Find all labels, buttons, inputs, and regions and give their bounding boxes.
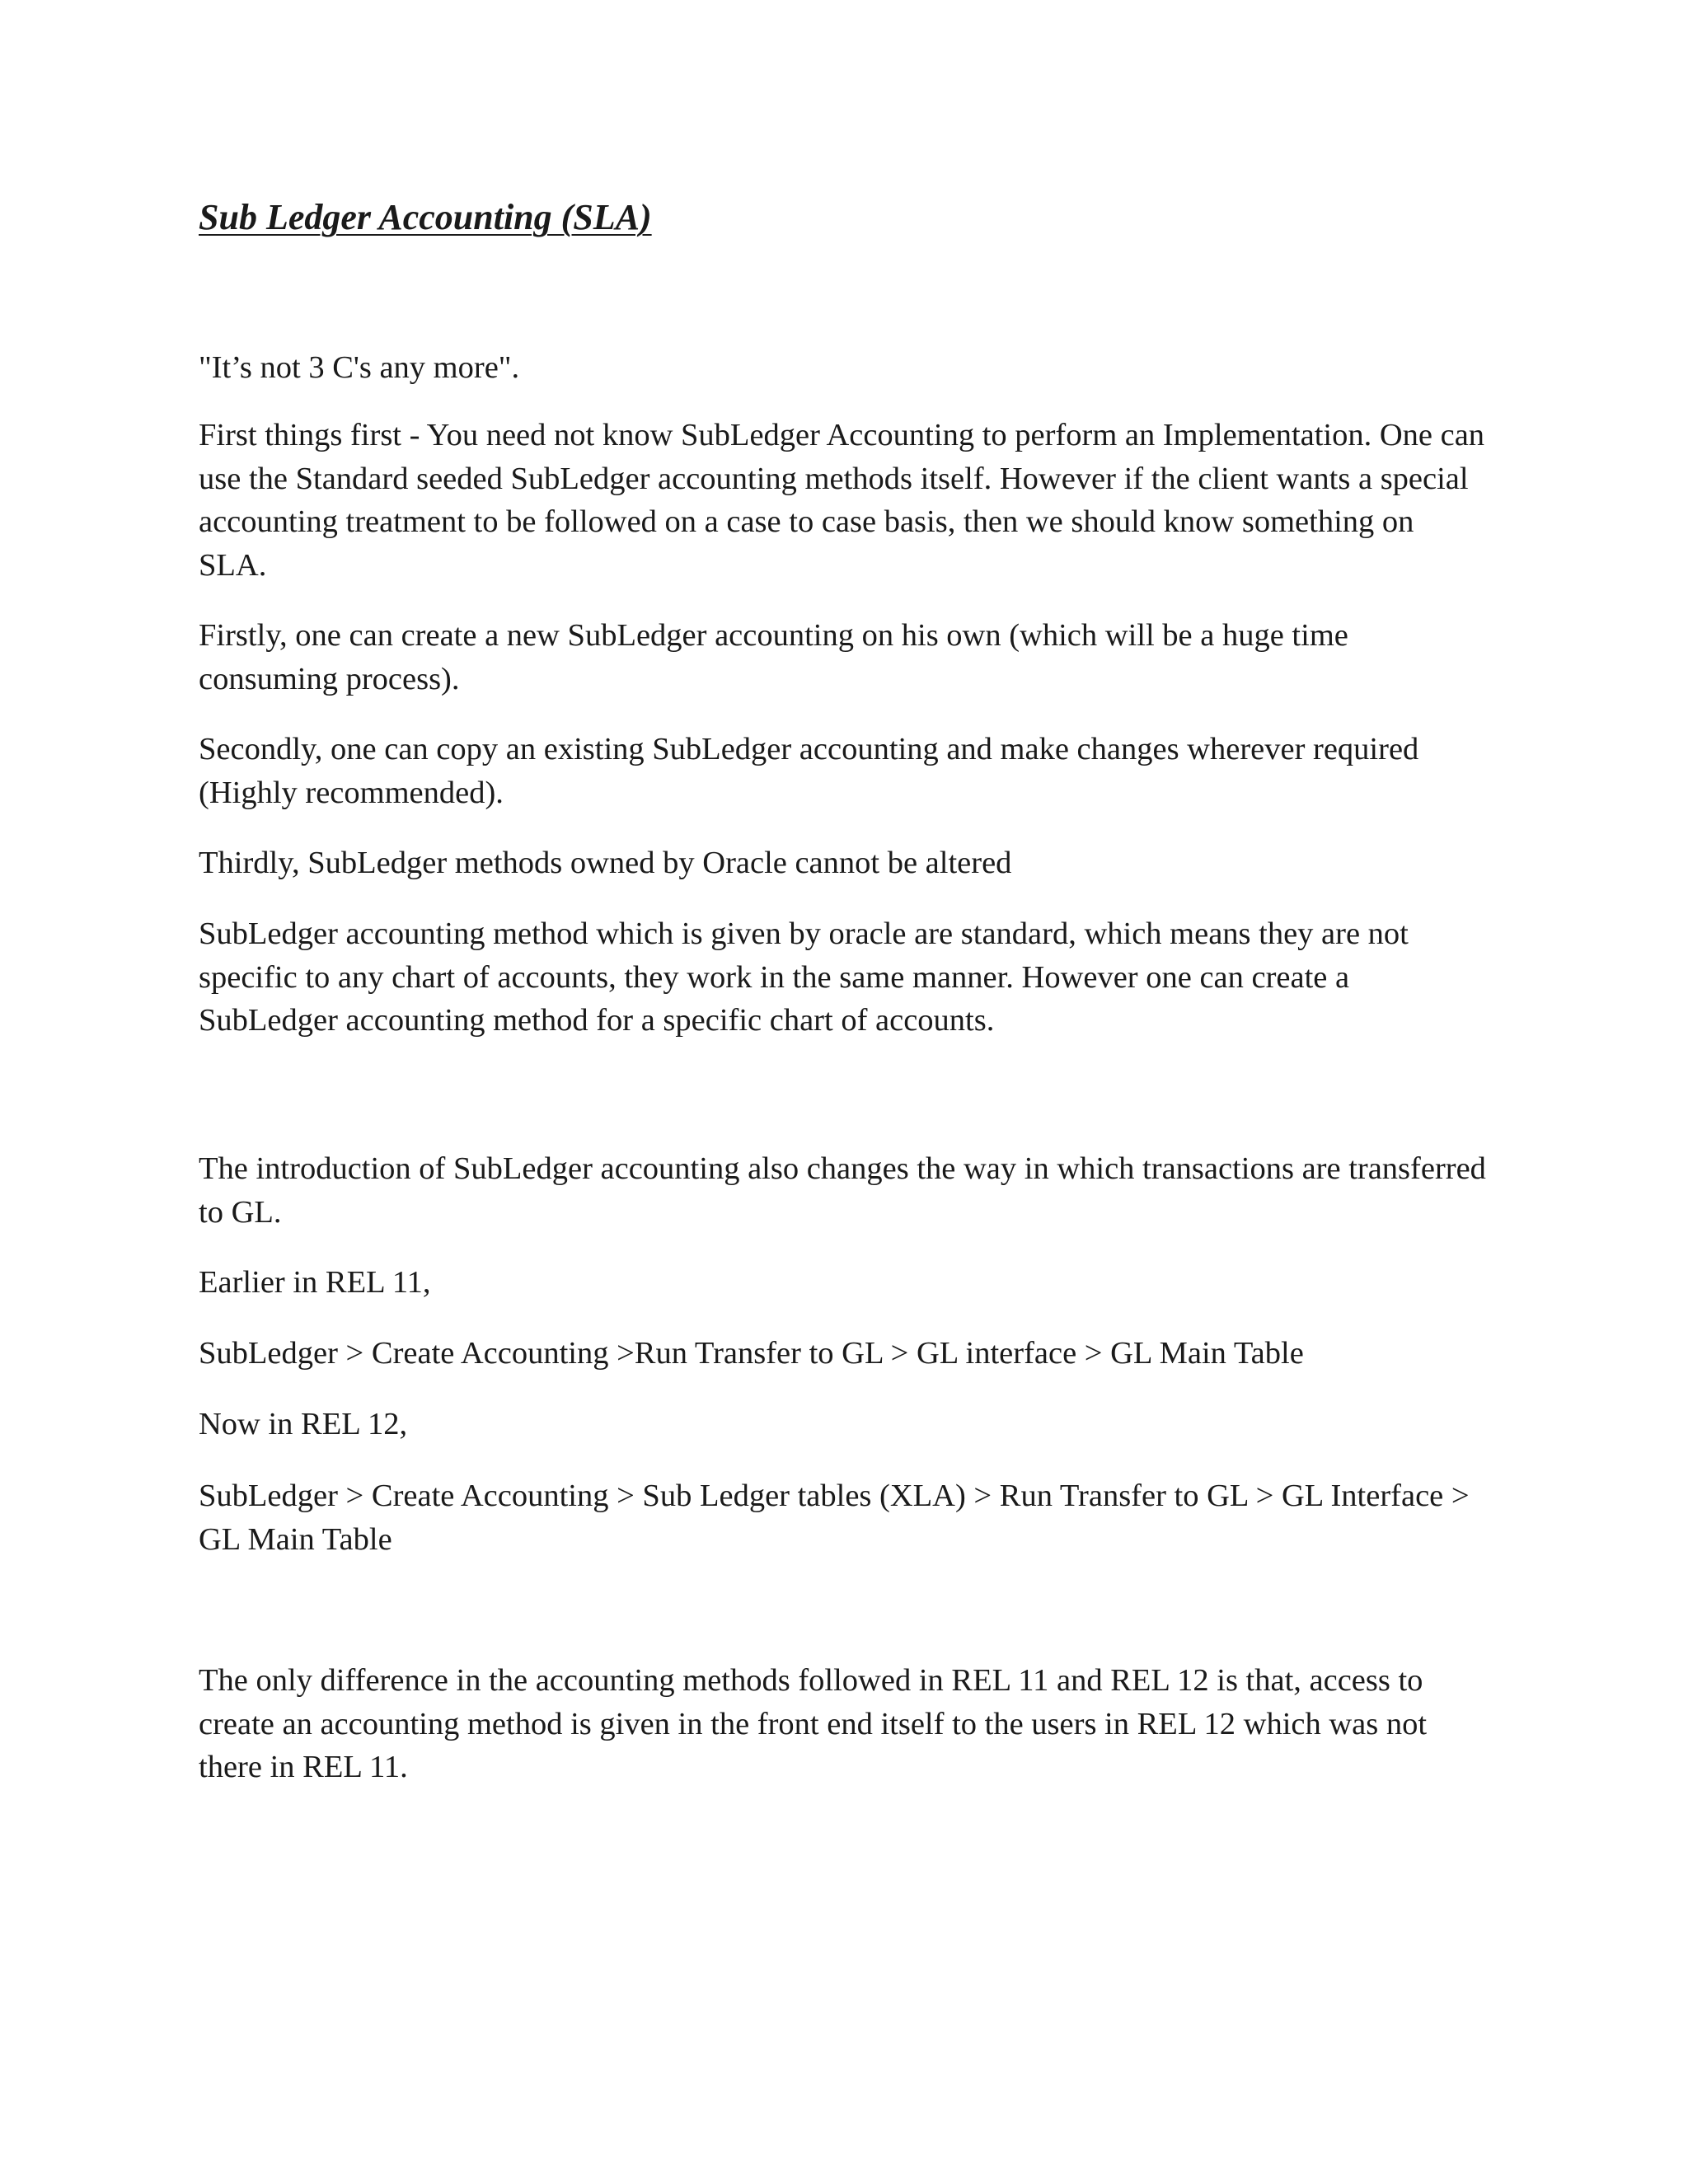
paragraph-thirdly: Thirdly, SubLedger methods owned by Oracle cannot be altered bbox=[199, 846, 1012, 880]
paragraph-difference: The only difference in the accounting methods followed in REL 11 and REL 12 is that, access to create an accounting method is given in the front end itself to the users in REL 12 which was not there in REL 11. bbox=[199, 1663, 1428, 1784]
paragraph-secondly: Secondly, one can copy an existing SubLedger accounting and make changes wherever required (Highly recommended). bbox=[199, 732, 1419, 810]
paragraph-quote: "It’s not 3 C's any more". bbox=[199, 350, 520, 385]
paragraph-rel12-flow: SubLedger > Create Accounting > Sub Ledger tables (XLA) > Run Transfer to GL > GL Interface > GL Main Table bbox=[199, 1479, 1470, 1557]
paragraph-firstly: Firstly, one can create a new SubLedger accounting on his own (which will be a huge time consuming process). bbox=[199, 618, 1348, 696]
paragraph-introduction: The introduction of SubLedger accounting also changes the way in which transactions are transferred to GL. bbox=[199, 1151, 1486, 1230]
paragraph-earlier-rel11: Earlier in REL 11, bbox=[199, 1265, 431, 1300]
document-title: Sub Ledger Accounting (SLA) bbox=[199, 197, 652, 237]
paragraph-first-things: First things first - You need not know SubLedger Accounting to perform an Implementation. One can use the Standard seeded SubLedger accounting methods itself. However if the client wants a special accounting treatment to be followed on a case to case basis, then we should know something on SLA. bbox=[199, 418, 1485, 583]
paragraph-now-rel12: Now in REL 12, bbox=[199, 1407, 408, 1441]
paragraph-standard-methods: SubLedger accounting method which is given by oracle are standard, which means they are not specific to any chart of accounts, they work in the same manner. However one can create a SubLedger accounting method for a specific chart of accounts. bbox=[199, 916, 1409, 1038]
paragraph-rel11-flow: SubLedger > Create Accounting >Run Transfer to GL > GL interface > GL Main Table bbox=[199, 1336, 1304, 1371]
